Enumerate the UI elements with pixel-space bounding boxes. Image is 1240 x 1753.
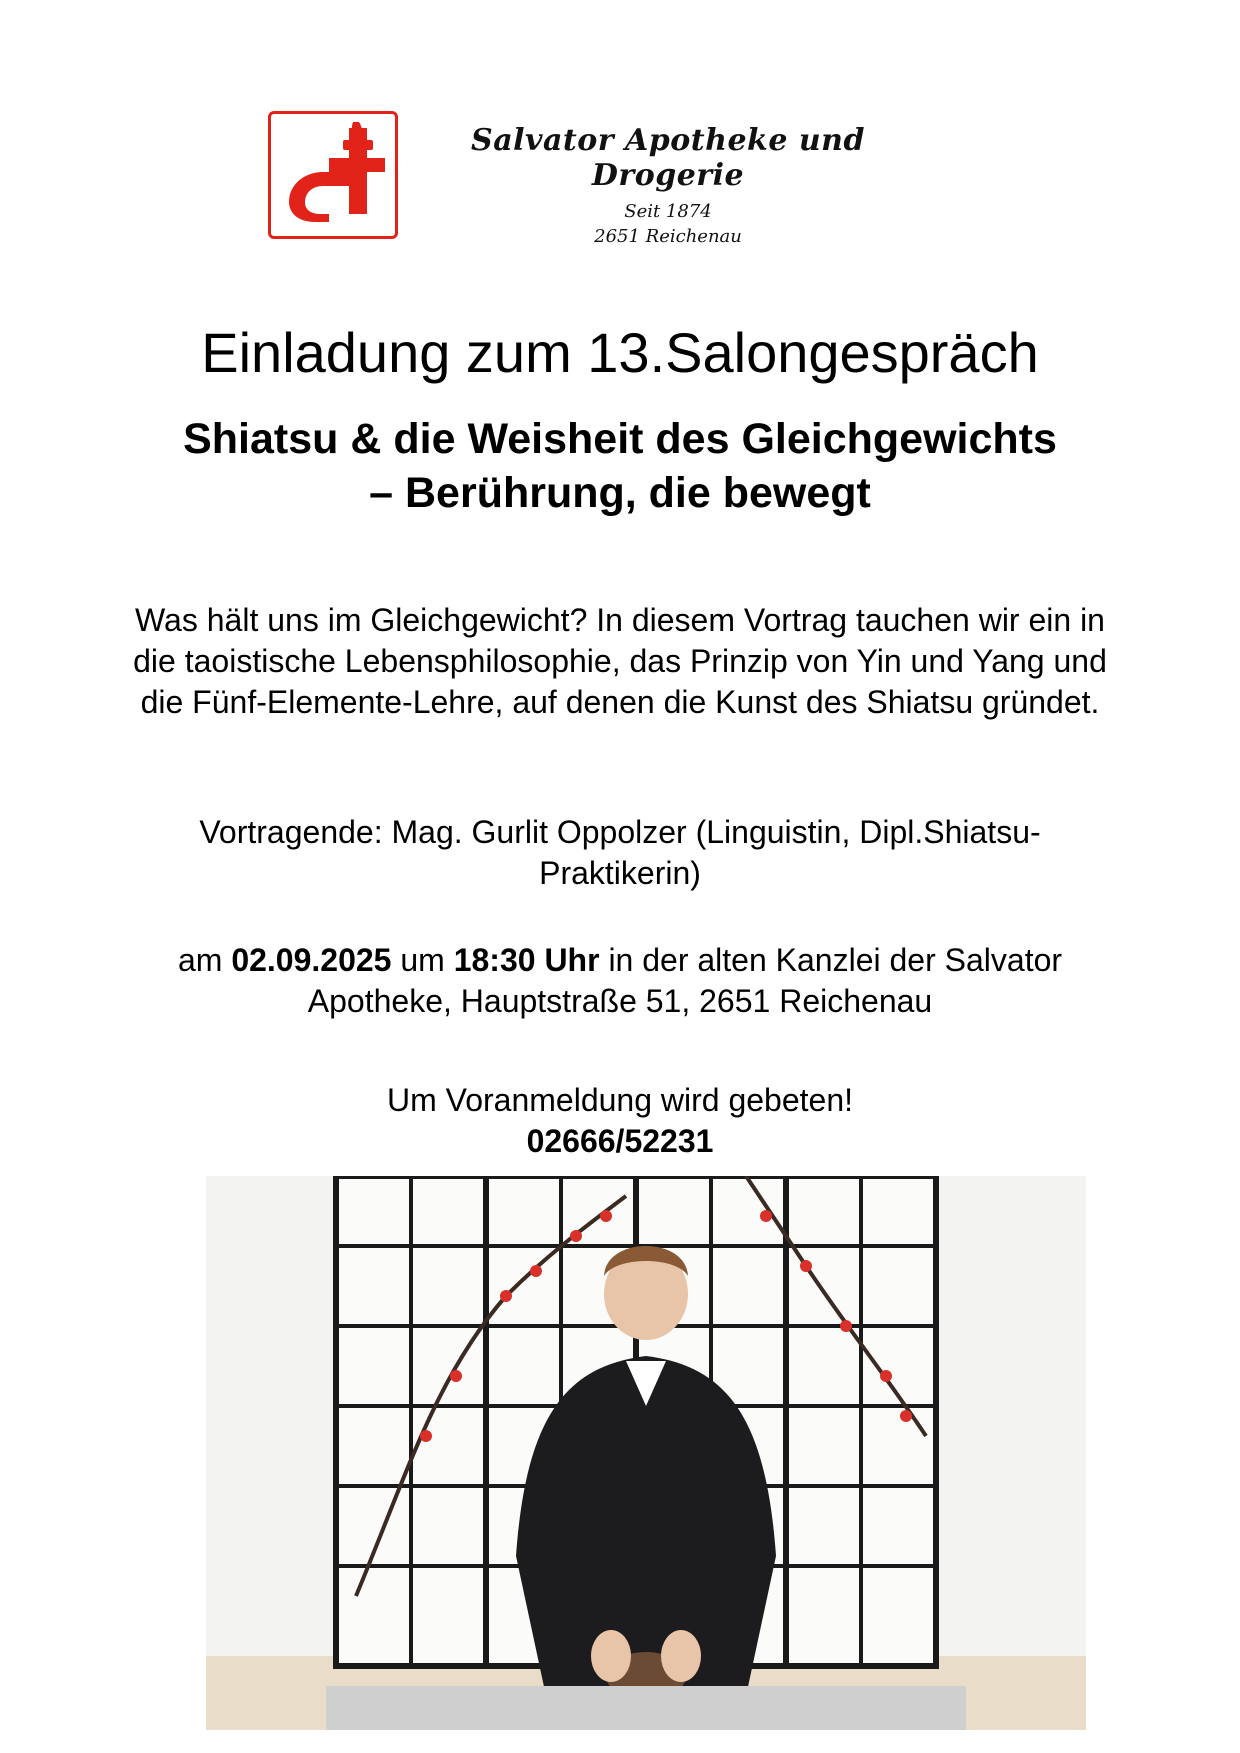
brand-name: Salvator Apotheke und Drogerie (471, 123, 865, 193)
shiatsu-treatment-photo (206, 1176, 1086, 1730)
header (268, 111, 928, 247)
event-subtitle: Shiatsu & die Weisheit des Gleichgewichts – Berührung, die bewegt (183, 415, 1057, 517)
brand-block (408, 123, 928, 247)
event-mid: um (400, 942, 445, 978)
registration-text: Um Voranmeldung wird gebeten! (386, 1082, 854, 1118)
event-prefix: am (177, 942, 223, 978)
event-date: 02.09.2025 (231, 942, 392, 978)
brand-location: 2651 Reichenau (594, 226, 742, 247)
apotheke-logo (268, 111, 398, 239)
intro-paragraph: Was hält uns im Gleichgewicht? In diesem Vortrag tauchen wir ein in die taoistische Lebensphilosophie, das Prinzip von Yin und Yang und die Fünf-Elemente-Lehre, auf denen die Kunst des Shiatsu gründet. (133, 602, 1107, 720)
brand-since: Seit 1874 (624, 201, 712, 222)
registration-phone: 02666/52231 (526, 1123, 714, 1159)
event-location: in der alten Kanzlei der Salvator Apotheke, Hauptstraße 51, 2651 Reichenau (307, 942, 1063, 1019)
registration (120, 1080, 1120, 1162)
page-title: Einladung zum 13.Salongespräch (201, 321, 1039, 384)
event-time: 18:30 Uhr (453, 942, 600, 978)
photo-illustration (206, 1176, 1086, 1730)
speaker-info: Vortragende: Mag. Gurlit Oppolzer (Linguistin, Dipl.Shiatsu-Praktikerin) (199, 814, 1041, 891)
apotheke-a-logo-icon (271, 114, 395, 236)
event-details (120, 940, 1120, 1022)
